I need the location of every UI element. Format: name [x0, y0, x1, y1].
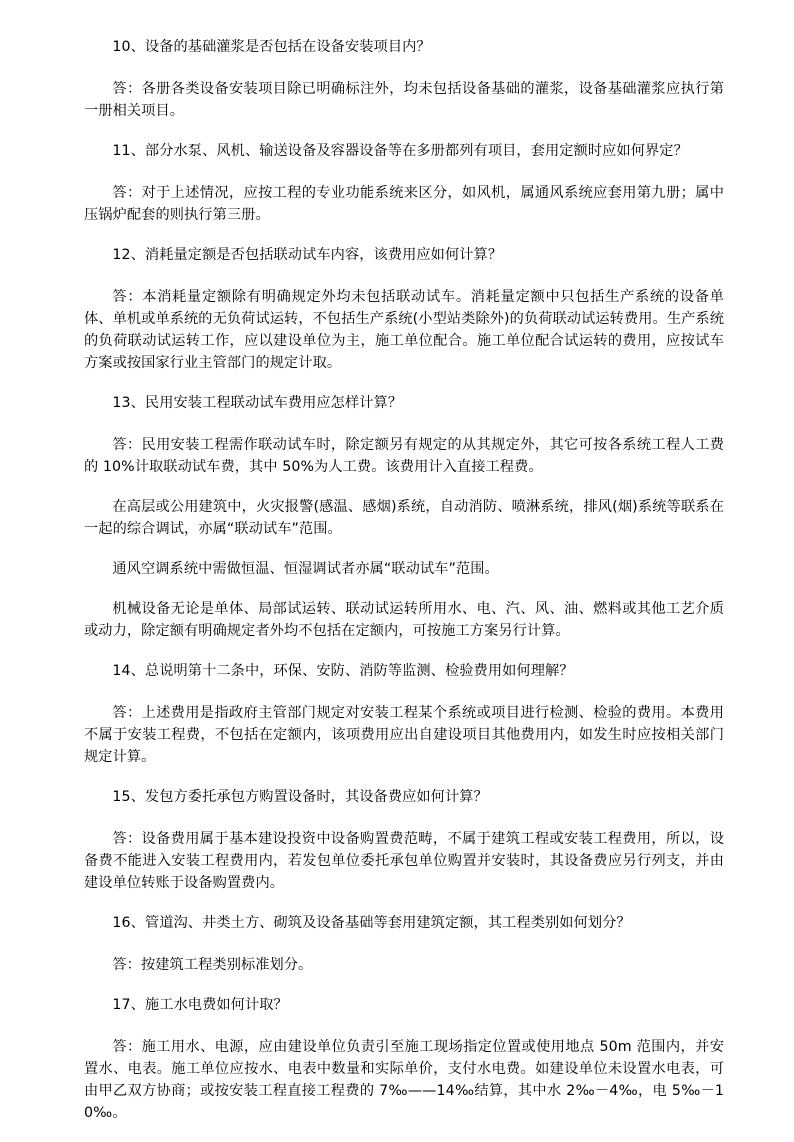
question-17: 17、施工水电费如何计取？: [112, 997, 288, 1013]
document-page: [84, 36, 724, 1142]
answer-13-hvac: 通风空调系统中需做恒温、恒湿调试者亦属“联动试车”范围。: [112, 561, 499, 577]
question-14: 14、总说明第十二条中，环保、安防、消防等监测、检验费用如何理解？: [112, 663, 574, 679]
answer-13: 答：民用安装工程需作联动试车时，除定额另有规定的从其规定外，其它可按各系统工程人工费的 10%计取联动试车费，其中 50%为人工费。该费用计入直接工程费。: [84, 437, 724, 475]
question-13: 13、民用安装工程联动试车费用应怎样计算？: [112, 395, 403, 411]
answer-10: 答：各册各类设备安装项目除已明确标注外，均未包括设备基础的灌浆，设备基础灌浆应执行第一册相关项目。: [84, 81, 724, 119]
question-15: 15、发包方委托承包方购置设备时，其设备费应如何计算？: [112, 789, 488, 805]
question-10: 10、设备的基础灌浆是否包括在设备安装项目内？: [112, 39, 431, 55]
answer-12: 答：本消耗量定额除有明确规定外均未包括联动试车。消耗量定额中只包括生产系统的设备单体、单机或单系统的无负荷试运转，不包括生产系统(小型站类除外)的负荷联动试运转费用。生产系统的负荷联动试运转工作，应以建设单位为主，施工单位配合。施工单位配合试运转的费用，应按试车方案或按国家行业主管部门的规定计取。: [84, 289, 724, 371]
answer-11: 答：对于上述情况，应按工程的专业功能系统来区分，如风机，属通风系统应套用第九册；属中压锅炉配套的则执行第三册。: [84, 185, 724, 223]
answer-14: 答：上述费用是指政府主管部门规定对安装工程某个系统或项目进行检测、检验的费用。本费用不属于安装工程费，不包括在定额内，该项费用应出自建设项目其他费用内，如发生时应按相关部门规定计算。: [84, 705, 724, 765]
question-16: 16、管道沟、井类土方、砌筑及设备基础等套用建筑定额，其工程类别如何划分？: [112, 915, 631, 931]
answer-15: 答：设备费用属于基本建设投资中设备购置费范畴，不属于建筑工程或安装工程费用，所以，设备费不能进入安装工程费用内，若发包单位委托承包单位购置并安装时，其设备费应另行列支，并由建设单位转账于设备购置费内。: [84, 831, 724, 891]
answer-13-fire-system: 在高层或公用建筑中，火灾报警(感温、感烟)系统，自动消防、喷淋系统，排风(烟)系统等联系在一起的综合调试，亦属“联动试车”范围。: [84, 499, 724, 537]
answer-16: 答：按建筑工程类别标准划分。: [112, 957, 313, 973]
answer-17: 答：施工用水、电源，应由建设单位负责引至施工现场指定位置或使用地点 50m 范围内，并安置水、电表。施工单位应按水、电表中数量和实际单价，支付水电费。如建设单位未设置水电表，可由甲乙双方协商；或按安装工程直接工程费的 7‰——14‰结算，其中水 2‰－4‰，电 5‰－10‰。: [84, 1039, 724, 1121]
question-12: 12、消耗量定额是否包括联动试车内容，该费用应如何计算？: [112, 247, 503, 263]
question-11: 11、部分水泵、风机、输送设备及容器设备等在多册都列有项目，套用定额时应如何界定？: [112, 143, 688, 159]
answer-13-mechanical: 机械设备无论是单体、局部试运转、联动试运转所用水、电、汽、风、油、燃料或其他工艺介质或动力，除定额有明确规定者外均不包括在定额内，可按施工方案另行计算。: [84, 601, 724, 639]
